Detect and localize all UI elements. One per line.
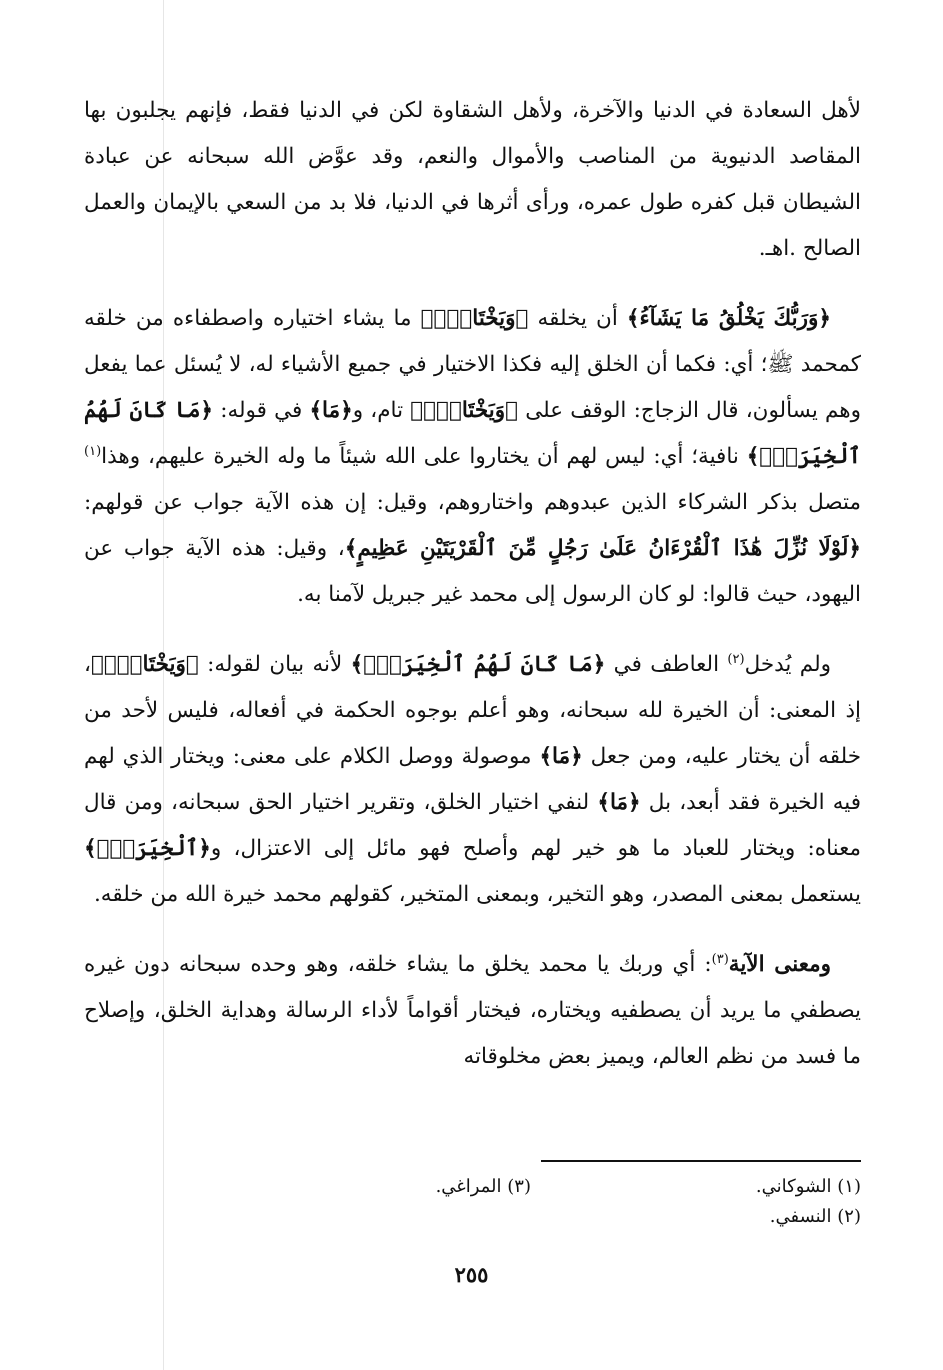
quran-quote: ﴿ٱلْخِيَرَةُۚ﴾ [84,836,211,861]
quran-quote: ﴿لَوْلَا نُزِّلَ هَٰذَا ٱلْقُرْءَانُ عَلَىٰ رَجُلٍ مِّنَ ٱلْقَرْيَتَيْنِ عَظِيمٍ﴾ [344,536,861,561]
text-run: متصل بذكر الشركاء الذين عبدوهم واختاروهم، وقيل: إن هذه الآية جواب عن قولهم: [84,490,861,515]
text-run: : أي وربك يا محمد يخلق ما يشاء خلقه، وهو وحده سبحانه دون غيره يصطفي ما يريد أن يصطفيه ويختاره، فيختار أقواماً لأداء الرسالة وهداية الخلق، وإصلاح ما فسد من نظم العالم، ويميز بعض مخلوقاته [84,952,861,1069]
footnote-marker: (١) [84,443,102,459]
text-run: لأنه بيان لقوله: [198,652,351,677]
paragraph [84,88,861,272]
text-run: نافية؛ أي: ليس لهم أن يختاروا على الله شيئاً ما وله الخيرة عليهم، وهذا [101,444,747,469]
footnote-divider [541,1160,861,1162]
main-text-block [84,88,861,1104]
text-run: موصولة ووصل الكلام على معنى: ويختار الذي لهم فيه الخيرة فقد أبعد، بل [84,744,861,815]
quran-quote: ﴿مَا﴾ [309,398,353,423]
text-run: يستعمل بمعنى المصدر، وهو التخير، وبمعنى المتخير، كقولهم محمد خيرة الله من خلقه. [93,882,861,907]
quran-quote: ﴿وَيَخْتَارُۗ﴾ [410,398,519,423]
quran-quote: ﴿وَيَخْتَارُۗ﴾ [90,652,199,677]
paragraph [84,942,861,1080]
text-run: ، وقيل: هذه الآية جواب عن اليهود، حيث قالوا: لو كان الرسول إلى محمد غير جبريل لآمنا به. [84,536,861,607]
quran-quote: ﴿مَا﴾ [539,744,583,769]
text-run: ، إذ المعنى: أن الخيرة لله سبحانه، وهو أعلم بوجوه الحكمة في أفعاله، فليس لأحد من خلقه أن يختار عليه، ومن جعل [84,652,861,769]
quran-quote: ﴿مَا كَانَ لَهُمُ ٱلْخِيَرَةُۚ﴾ [84,398,861,469]
text-run: تام، و [352,398,411,423]
text-run: لنفي اختيار الخلق، وتقرير اختيار الحق سبحانه، ومن قال معناه: ويختار للعباد ما هو خير لهم وأصلح فهو مائل إلى الاعتزال، و [84,790,861,861]
text-run: أن يخلقه [528,306,627,331]
bold-lead-phrase: ومعنى الآية [728,952,831,977]
text-run: ما يشاء اختياره واصطفاءه من خلقه كمحمد ﷺ؛ أي: فكما أن الخلق إليه فكذا الاختيار في جميع الأشياء له، لا يُسئل عما يفعل وهم يسألون، قال الزجاج: الوقف على [84,306,862,423]
page-number: ٢٥٥ [454,1262,489,1287]
footnote-1: (١) الشوكاني. [755,1176,861,1197]
paragraph [84,642,861,918]
text-run: لأهل السعادة في الدنيا والآخرة، ولأهل الشقاوة لكن في الدنيا فقط، فإنهم يجلبون بها المقاصد الدنيوية من المناصب والأموال والنعم، وقد عوَّض الله سبحانه عن عبادة الشيطان قبل كفره طول عمره، ورأى أثرها في الدنيا، فلا بد من السعي بالإيمان والعمل الصالح .اهـ. [84,98,861,261]
footnote-2: (٢) النسفي. [769,1206,861,1227]
footnote-3: (٣) المراغي. [435,1176,531,1197]
paragraph [84,296,861,618]
text-run: ولم يُدخل [744,652,832,677]
footnote-marker: (٣) [711,951,729,967]
quran-quote: ﴿مَا كَانَ لَهُمُ ٱلْخِيَرَةُۚ﴾ [350,652,606,677]
footnotes [321,1172,861,1252]
text-run: العاطف في [605,652,728,677]
quran-quote: ﴿وَيَخْتَارُۗ﴾ [420,306,529,331]
footnote-marker: (٢) [727,651,745,667]
text-run: في قوله: [213,398,310,423]
quran-quote: ﴿مَا﴾ [597,790,641,815]
quran-quote: ﴿وَرَبُّكَ يَخْلُقُ مَا يَشَآءُ﴾ [626,306,831,331]
